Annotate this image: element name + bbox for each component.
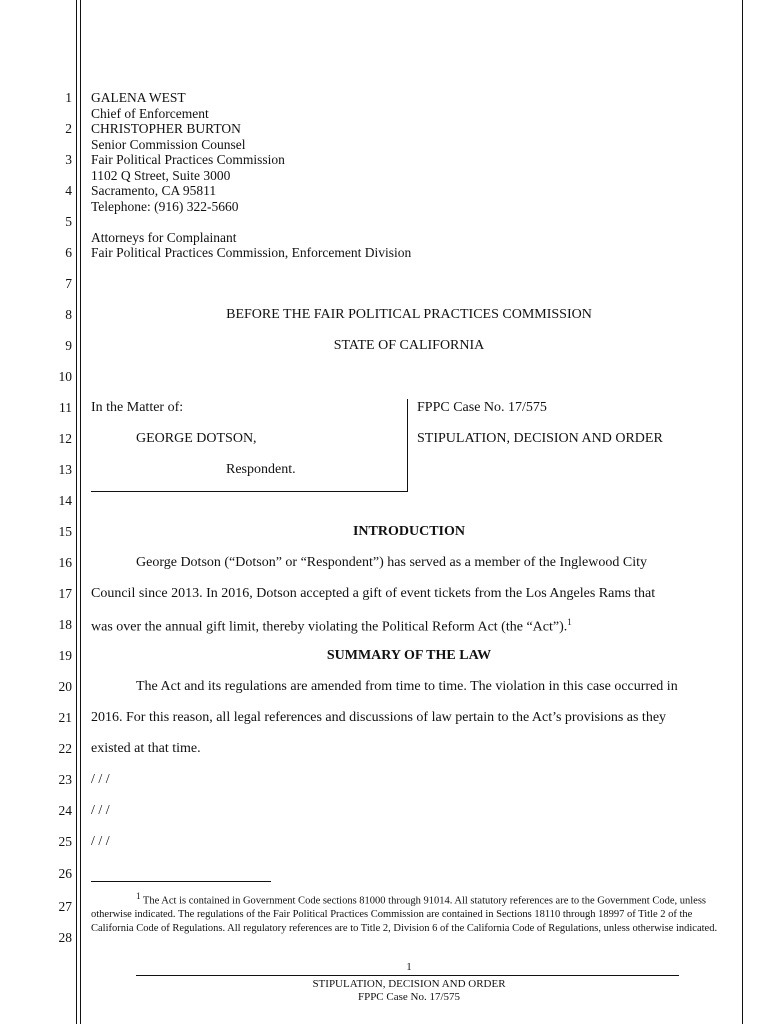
line-number: 13 <box>58 462 72 477</box>
continuation-slashes: / / / <box>91 834 110 849</box>
agency-name: Fair Political Practices Commission <box>91 152 285 167</box>
line-number: 17 <box>58 586 72 601</box>
line-number: 3 <box>65 152 72 167</box>
footer-rule <box>136 975 679 976</box>
line-number: 5 <box>65 214 72 229</box>
introduction-heading: INTRODUCTION <box>352 524 465 539</box>
body-line: The Act and its regulations are amended from time to time. The violation in this case occurred in <box>136 679 678 694</box>
attorney-name: GALENA WEST <box>91 90 186 105</box>
left-margin-rule-inner <box>80 0 81 1024</box>
line-number: 7 <box>65 276 72 291</box>
court-title: BEFORE THE FAIR POLITICAL PRACTICES COMMISSION <box>226 307 592 322</box>
attorney-title: Senior Commission Counsel <box>91 137 246 152</box>
page-number: 1 <box>406 961 412 973</box>
line-number: 14 <box>58 493 72 508</box>
footnote-marker: 1 <box>136 891 141 901</box>
attorneys-for: Attorneys for Complainant <box>91 230 237 245</box>
attorney-title: Chief of Enforcement <box>91 106 209 121</box>
footer-title: STIPULATION, DECISION AND ORDER <box>312 978 506 990</box>
line-number: 27 <box>58 899 72 914</box>
body-line: Council since 2013. In 2016, Dotson accepted a gift of event tickets from the Los Angeles Rams that <box>91 586 656 601</box>
caption-divider <box>407 399 408 492</box>
line-number: 23 <box>58 772 72 787</box>
line-number: 25 <box>58 834 72 849</box>
street-address: 1102 Q Street, Suite 3000 <box>91 168 231 183</box>
body-line: George Dotson (“Dotson” or “Respondent”) has served as a member of the Inglewood City <box>136 555 647 570</box>
respondent-name: GEORGE DOTSON, <box>136 431 257 446</box>
court-subtitle: STATE OF CALIFORNIA <box>333 338 485 353</box>
body-line: 2016. For this reason, all legal references and discussions of law pertain to the Act’s provisions as they <box>91 710 667 725</box>
line-number: 10 <box>58 369 72 384</box>
footnote-text: The Act is contained in Government Code sections 81000 through 91014. All statutory references are to the Government Code, unless otherwise indicated. The regulations of the Fair Political Practices Commission are contained in Sections 18110 through 18997 of Title 2 of the California Code of Regulations. All regulatory references are to Title 2, Division 6 of the California Code of Regulations, unless otherwise indicated. <box>91 895 718 934</box>
city-address: Sacramento, CA 95811 <box>91 183 217 198</box>
line-number: 9 <box>65 338 72 353</box>
summary-heading: SUMMARY OF THE LAW <box>326 648 492 663</box>
line-number: 19 <box>58 648 72 663</box>
line-number: 8 <box>65 307 72 322</box>
footnote <box>91 890 721 935</box>
line-number: 11 <box>59 400 72 415</box>
line-number: 4 <box>65 183 72 198</box>
right-margin-rule <box>742 0 743 1024</box>
line-number: 21 <box>58 710 72 725</box>
telephone: Telephone: (916) 322-5660 <box>91 199 239 214</box>
continuation-slashes: / / / <box>91 772 110 787</box>
line-number: 6 <box>65 245 72 260</box>
attorney-name: CHRISTOPHER BURTON <box>91 121 241 136</box>
left-margin-rule <box>76 0 77 1024</box>
body-line-text: was over the annual gift limit, thereby violating the Political Reform Act (the “Act”). <box>91 619 568 635</box>
body-line <box>91 617 572 636</box>
line-number: 18 <box>58 617 72 632</box>
continuation-slashes: / / / <box>91 803 110 818</box>
respondent-label: Respondent. <box>226 462 296 477</box>
line-number: 22 <box>58 741 72 756</box>
line-number: 1 <box>65 90 72 105</box>
matter-label: In the Matter of: <box>91 400 184 415</box>
footnote-separator <box>91 881 271 882</box>
line-number: 24 <box>58 803 72 818</box>
line-number: 2 <box>65 121 72 136</box>
attorneys-for-agency: Fair Political Practices Commission, Enforcement Division <box>91 245 412 260</box>
footnote-reference: 1 <box>567 617 572 627</box>
document-title: STIPULATION, DECISION AND ORDER <box>417 431 663 446</box>
line-number: 28 <box>58 930 72 945</box>
line-number: 15 <box>58 524 72 539</box>
footer-case-number: FPPC Case No. 17/575 <box>357 991 461 1003</box>
body-line: existed at that time. <box>91 741 201 756</box>
case-number: FPPC Case No. 17/575 <box>417 400 547 415</box>
line-number: 26 <box>58 866 72 881</box>
line-number: 20 <box>58 679 72 694</box>
line-number: 16 <box>58 555 72 570</box>
line-number: 12 <box>58 431 72 446</box>
caption-underline <box>91 491 408 492</box>
